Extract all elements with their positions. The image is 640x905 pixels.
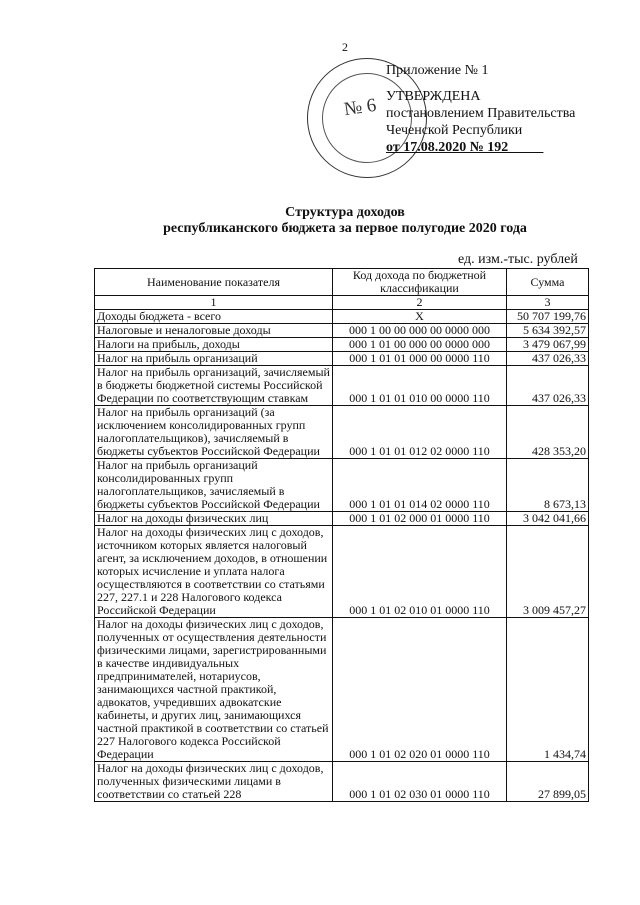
row-sum: 428 353,20 [507,406,589,459]
unit-label: ед. изм.-тыс. рублей [458,252,578,267]
row-code: 000 1 01 02 010 01 0000 110 [333,526,507,618]
row-sum: 3 479 067,99 [507,338,589,352]
page-number: 2 [342,40,348,54]
row-sum: 3 042 041,66 [507,512,589,526]
table-row [95,406,589,459]
row-sum: 8 673,13 [507,459,589,512]
table-row [95,762,589,802]
table-row [95,366,589,406]
table-row [95,324,589,338]
row-sum: 437 026,33 [507,352,589,366]
row-name: Налог на прибыль организаций [95,352,333,366]
row-code: 000 1 01 02 000 01 0000 110 [333,512,507,526]
table-row [95,310,589,324]
row-name: Налог на прибыль организаций, зачисляемый в бюджеты бюджетной системы Российской Федерации по соответствующим ставкам [95,366,333,406]
row-name: Налог на доходы физических лиц с доходов, полученных физическими лицами в соответствии со статьей 228 [95,762,333,802]
column-number: 3 [507,296,589,310]
row-name: Налог на доходы физических лиц с доходов, полученных от осуществления деятельности физическими лицами, зарегистрированными в качестве индивидуальных предпринимателей, нотариусов, занимающихся частной практикой, адвокатов, учредивших адвокатские кабинеты, и других лиц, занимающихся частной практикой в соответствии со статьей 227 Налогового кодекса Российской Федерации [95,618,333,762]
row-name: Налог на прибыль организаций (за исключением консолидированных групп налогоплательщиков), зачисляемый в бюджеты субъектов Российской Федерации [95,406,333,459]
row-code: 000 1 01 02 020 01 0000 110 [333,618,507,762]
stamp-number: № 6 [342,94,378,121]
row-name: Доходы бюджета - всего [95,310,333,324]
row-name: Налог на прибыль организаций консолидированных групп налогоплательщиков, зачисляемый в бюджеты субъектов Российской Федерации [95,459,333,512]
row-code: 000 1 01 02 030 01 0000 110 [333,762,507,802]
header-sum: Сумма [507,269,589,296]
row-code: 000 1 01 01 014 02 0000 110 [333,459,507,512]
row-sum: 5 634 392,57 [507,324,589,338]
row-name: Налоги на прибыль, доходы [95,338,333,352]
row-code: 000 1 01 01 000 00 0000 110 [333,352,507,366]
row-name: Налог на доходы физических лиц [95,512,333,526]
row-name: Налог на доходы физических лиц с доходов, источником которых является налоговый агент, за исключением доходов, в отношении которых исчисление и уплата налога осуществляются в соответствии со статьями 227, 227.1 и 228 Налогового кодекса Российской Федерации [95,526,333,618]
approved-label: УТВЕРЖДЕНА [386,89,481,104]
revenue-table [94,268,589,802]
approval-block [386,62,575,156]
row-code: 000 1 01 01 012 02 0000 110 [333,406,507,459]
row-sum: 437 026,33 [507,366,589,406]
table-row [95,352,589,366]
row-code: 000 1 01 00 000 00 0000 000 [333,338,507,352]
table-row [95,512,589,526]
appendix-label: Приложение № 1 [386,63,489,78]
approval-line-1: постановлением Правительства [386,106,576,121]
row-code: 000 1 01 01 010 00 0000 110 [333,366,507,406]
row-code: 000 1 00 00 000 00 0000 000 [333,324,507,338]
row-sum: 27 899,05 [507,762,589,802]
row-name: Налоговые и неналоговые доходы [95,324,333,338]
approval-line-2: Чеченской Республики [386,123,523,138]
table-row [95,618,589,762]
header-code: Код дохода по бюджетной классификации [333,269,507,296]
table-row [95,526,589,618]
row-sum: 50 707 199,76 [507,310,589,324]
document-title-line-2: республиканского бюджета за первое полугодие 2020 года [163,221,527,236]
document-title-line-1: Структура доходов [285,205,405,220]
header-name: Наименование показателя [95,269,333,296]
column-number-row [95,296,589,310]
table-row [95,338,589,352]
column-number: 2 [333,296,507,310]
row-code: X [333,310,507,324]
approval-date-line: от 17.08.2020 № 192_____ [386,140,544,155]
table-row [95,459,589,512]
row-sum: 1 434,74 [507,618,589,762]
row-sum: 3 009 457,27 [507,526,589,618]
column-number: 1 [95,296,333,310]
